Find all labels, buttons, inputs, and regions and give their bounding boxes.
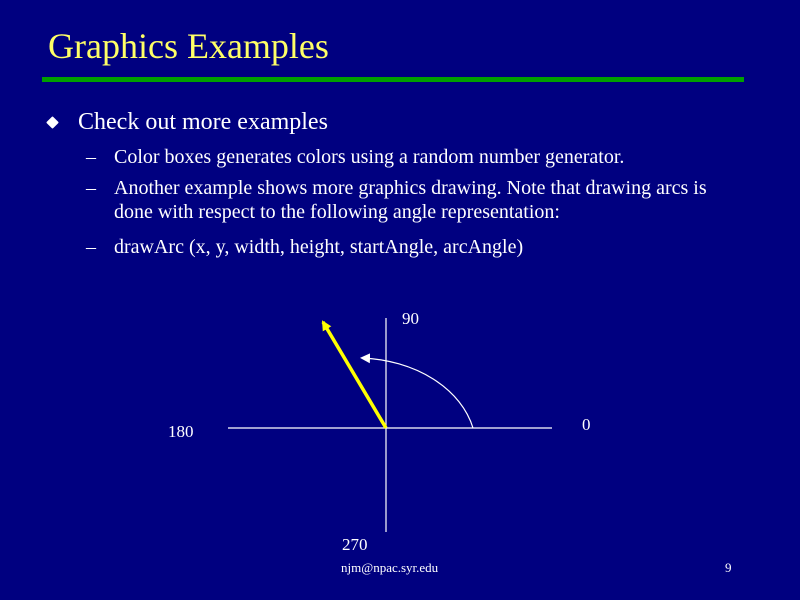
page-number: 9	[725, 560, 732, 575]
angle-label-180: 180	[168, 422, 194, 441]
slide-title: Graphics Examples	[48, 26, 329, 66]
subbullet-text: Another example shows more graphics drawing. Note that drawing arcs is done with respect to the following angle representation:	[114, 177, 707, 223]
angle-label-270: 270	[342, 535, 368, 554]
subbullet-text: drawArc (x, y, width, height, startAngle, arcAngle)	[114, 236, 524, 258]
angle-label-90: 90	[402, 309, 419, 328]
angle-label-0: 0	[582, 415, 591, 434]
dash-icon: –	[86, 177, 96, 199]
angle-arrow	[323, 322, 386, 428]
dash-icon: –	[86, 146, 96, 168]
dash-icon: –	[86, 236, 96, 258]
bullet-text: Check out more examples	[78, 109, 328, 135]
footer-email: njm@npac.syr.edu	[341, 560, 439, 575]
subbullet-text: Color boxes generates colors using a random number generator.	[114, 146, 625, 168]
